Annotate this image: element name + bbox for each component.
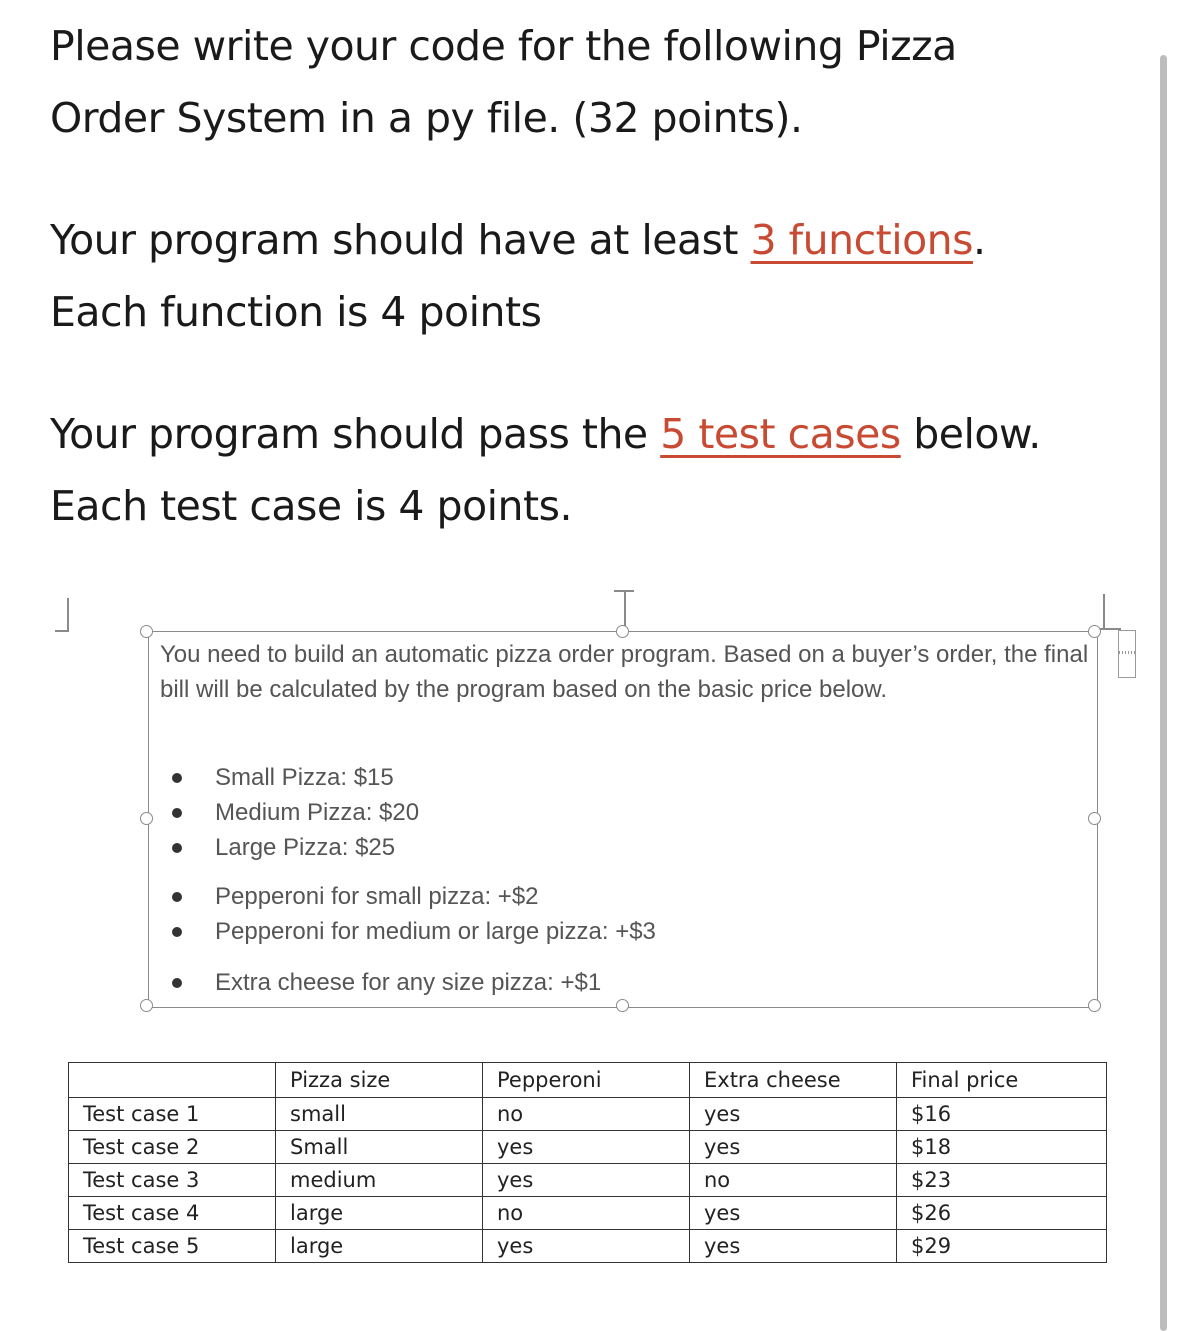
table-row [69, 1230, 1107, 1263]
table-row [69, 1197, 1107, 1230]
bullet-icon [172, 978, 182, 988]
table-cell: $16 [897, 1098, 1107, 1131]
resize-handle-bottom-right[interactable] [1088, 999, 1101, 1012]
paragraph-mark [55, 598, 69, 632]
vertical-scrollbar[interactable] [1160, 55, 1167, 1331]
table-cell: large [276, 1197, 483, 1230]
intro-line-2: Order System in a py file. (32 points). [50, 94, 803, 142]
table-cell: yes [483, 1164, 690, 1197]
functions-paragraph [50, 204, 986, 348]
tests-line-2: Each test case is 4 points. [50, 482, 573, 530]
table-row [69, 1098, 1107, 1131]
table-header-cell: Final price [897, 1063, 1107, 1098]
table-header-row [69, 1063, 1107, 1098]
bullet-icon [172, 773, 182, 783]
tests-highlight: 5 test cases [660, 410, 901, 458]
table-cell: Test case 3 [69, 1164, 276, 1197]
table-cell: large [276, 1230, 483, 1263]
table-cell: yes [483, 1230, 690, 1263]
pizza-description: You need to build an automatic pizza order program. Based on a buyer’s order, the final bill will be calculated by the program based on the basic price below. [160, 641, 1089, 703]
resize-handle-bottom-middle[interactable] [616, 999, 629, 1012]
functions-prefix: Your program should have at least [50, 216, 751, 264]
tests-line-1 [50, 398, 1041, 470]
corner-tick [1103, 594, 1105, 628]
table-header-cell: Extra cheese [690, 1063, 897, 1098]
table-row [69, 1164, 1107, 1197]
bullet-icon [172, 808, 182, 818]
table-header-cell [69, 1063, 276, 1098]
table-cell: no [483, 1098, 690, 1131]
table-header-cell: Pepperoni [483, 1063, 690, 1098]
functions-suffix: . [973, 216, 986, 264]
table-cell: medium [276, 1164, 483, 1197]
table-cell: $18 [897, 1131, 1107, 1164]
table-cell: Test case 2 [69, 1131, 276, 1164]
table-cell: $23 [897, 1164, 1107, 1197]
table-cell: $26 [897, 1197, 1107, 1230]
table-cell: yes [690, 1197, 897, 1230]
resize-handle-middle-left[interactable] [140, 812, 153, 825]
functions-line-1 [50, 204, 986, 276]
bullet-icon [172, 843, 182, 853]
tests-prefix: Your program should pass the [50, 410, 661, 458]
rotate-handle-top [614, 590, 634, 592]
resize-handle-middle-right[interactable] [1088, 812, 1101, 825]
table-cell: Test case 4 [69, 1197, 276, 1230]
table-row [69, 1131, 1107, 1164]
table-cell: Test case 1 [69, 1098, 276, 1131]
table-cell: Small [276, 1131, 483, 1164]
tests-paragraph [50, 398, 1041, 542]
table-cell: yes [690, 1230, 897, 1263]
rotate-handle-stem [624, 592, 626, 626]
bullet-icon [172, 892, 182, 902]
functions-highlight: 3 functions [750, 216, 974, 264]
resize-handle-top-left[interactable] [140, 625, 153, 638]
table-header-cell: Pizza size [276, 1063, 483, 1098]
table-cell: yes [690, 1131, 897, 1164]
intro-paragraph [50, 10, 957, 154]
table-cell: no [483, 1197, 690, 1230]
table-cell: yes [690, 1098, 897, 1131]
layout-options-icon[interactable] [1118, 630, 1136, 678]
table-cell: small [276, 1098, 483, 1131]
table-cell: yes [483, 1131, 690, 1164]
bullet-icon [172, 927, 182, 937]
test-case-table [68, 1062, 1107, 1263]
intro-line-1: Please write your code for the following Pizza [50, 22, 957, 70]
functions-line-2: Each function is 4 points [50, 288, 542, 336]
table-cell: $29 [897, 1230, 1107, 1263]
resize-handle-bottom-left[interactable] [140, 999, 153, 1012]
table-cell: no [690, 1164, 897, 1197]
table-cell: Test case 5 [69, 1230, 276, 1263]
tests-suffix: below. [900, 410, 1041, 458]
